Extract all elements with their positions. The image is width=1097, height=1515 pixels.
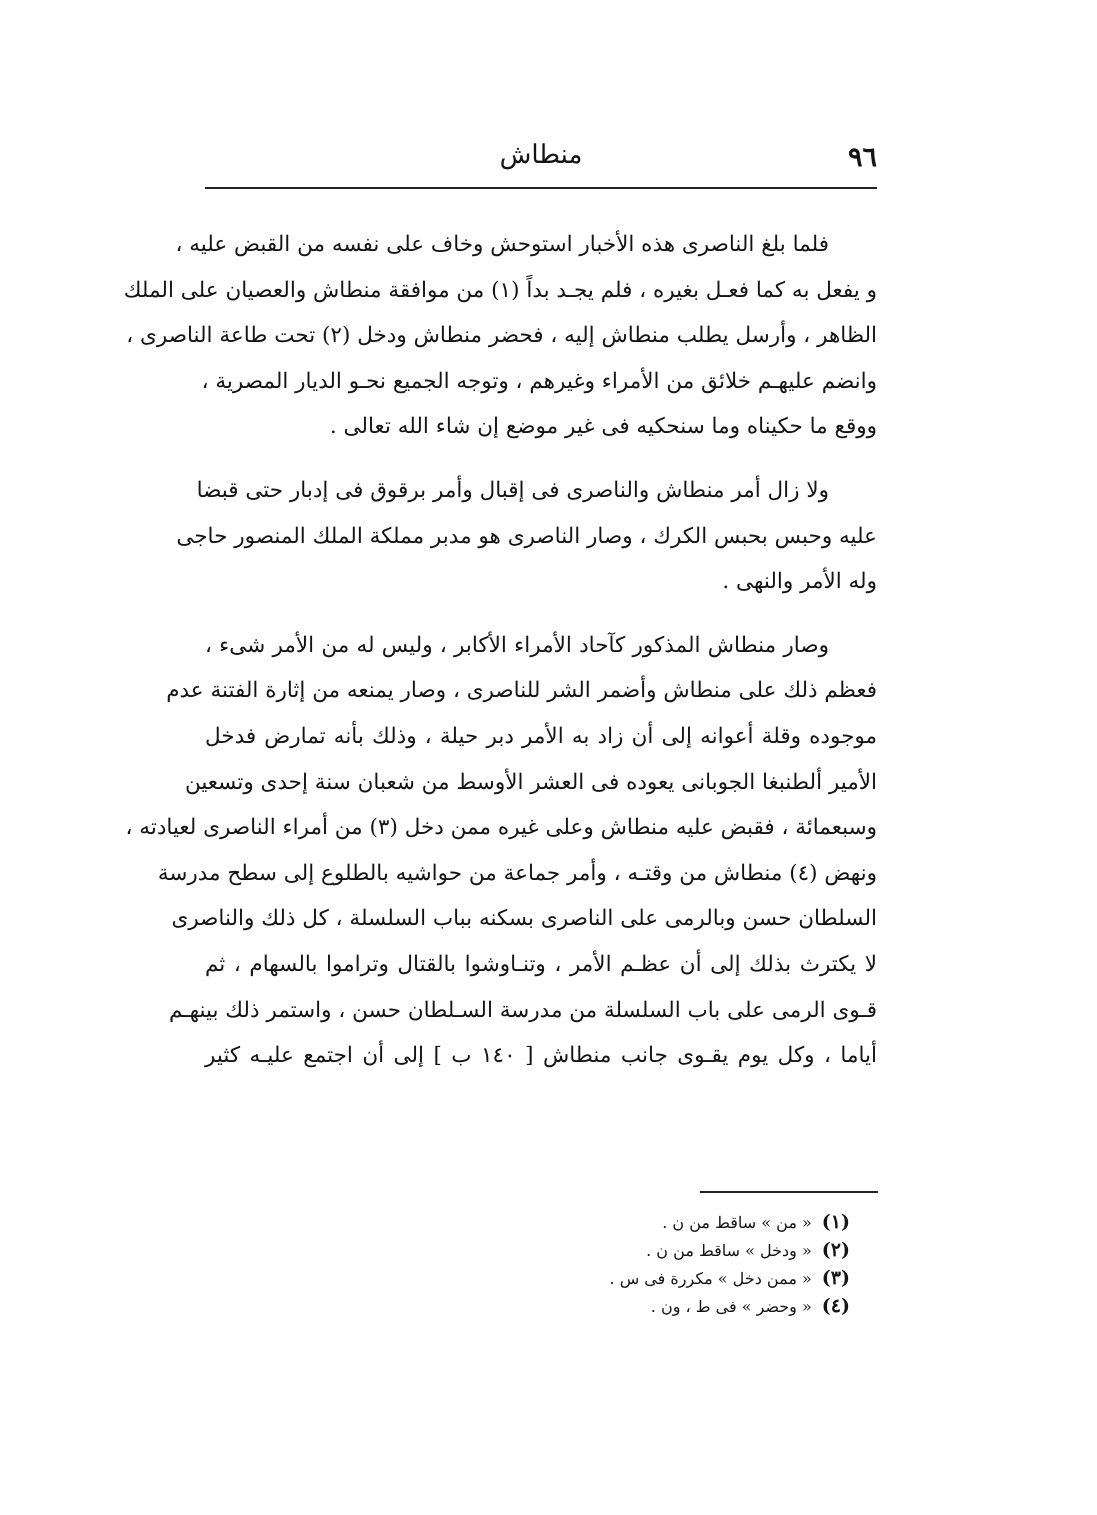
footnote-number: (٣) xyxy=(821,1267,850,1289)
footnote xyxy=(560,1292,850,1320)
text-line: وسبعمائة ، فقبض عليه منطاش وعلى غيره ممن دخل (٣) من أمراء الناصرى لعيادته ، xyxy=(125,815,877,841)
text-line: ولا زال أمر منطاش والناصرى فى إقبال وأمر برقوق فى إدبار حتى قبضا xyxy=(196,477,829,503)
header-rule xyxy=(205,187,877,189)
paragraph-3 xyxy=(125,623,877,1079)
footnote xyxy=(560,1236,850,1264)
text-line: وانضم عليهـم خلائق من الأمراء وغيرهم ، وتوجه الجميع نحـو الديار المصرية ، xyxy=(201,368,877,394)
text-line: عليه وحبس بحبس الكرك ، وصار الناصرى هو مدبر مملكة الملك المنصور حاجى xyxy=(176,523,877,549)
text-line: الأمير ألطنبغا الجوبانى يعوده فى العشر الأوسط من شعبان سنة إحدى وتسعين xyxy=(184,769,877,795)
main-text xyxy=(123,222,877,1097)
text-line: فعظم ذلك على منطاش وأضمر الشر للناصرى ، وصار يمنعه من إثارة الفتنة عدم xyxy=(166,678,877,704)
footnotes xyxy=(560,1208,850,1320)
paragraph-2 xyxy=(176,468,877,605)
footnote-rule xyxy=(700,1191,878,1193)
text-line: موجوده وقلة أعوانه إلى أن زاد به الأمر دبر حيلة ، وذلك بأنه تمارض فدخل xyxy=(205,723,877,749)
page-header xyxy=(205,138,877,182)
text-line: و يفعل به كما فعـل بغيره ، فلم يجـد بداً (١) من موافقة منطاش والعصيان على الملك xyxy=(123,277,877,303)
footnote-text: « من » ساقط من ن . xyxy=(662,1213,812,1232)
text-line: فلما بلغ الناصرى هذه الأخبار استوحش وخاف على نفسه من القبض عليه ، xyxy=(175,232,829,257)
text-line: الظاهر ، وأرسل يطلب منطاش إليه ، فحضر منطاش ودخل (٢) تحت طاعة الناصرى ، xyxy=(126,323,877,349)
text-line: أياما ، وكل يوم يقـوى جانب منطاش [ ١٤٠ ب ] إلى أن اجتمع عليـه كثير xyxy=(205,1043,877,1069)
footnote-number: (٤) xyxy=(821,1295,850,1317)
text-line: ونهض (٤) منطاش من وقتـه ، وأمر جماعة من حواشيه بالطلوع إلى سطح مدرسة xyxy=(157,860,877,886)
footnote-text: « ودخل » ساقط من ن . xyxy=(646,1241,812,1260)
running-title: منطاش xyxy=(499,140,583,170)
text-line: قـوى الرمى على باب السلسلة من مدرسة السـلطان حسن ، واستمر ذلك بينهـم xyxy=(169,997,877,1023)
footnote xyxy=(560,1208,850,1236)
footnote-number: (١) xyxy=(821,1211,850,1233)
text-line: وصار منطاش المذكور كآحاد الأمراء الأكابر ، وليس له من الأمر شىء ، xyxy=(205,632,829,658)
footnote-number: (٢) xyxy=(821,1239,850,1261)
text-line: ووقع ما حكيناه وما سنحكيه فى غير موضع إن شاء الله تعالى . xyxy=(329,414,877,440)
text-line: لا يكترث بذلك إلى أن عظـم الأمر ، وتنـاوشوا بالقتال وتراموا بالسهام ، ثم xyxy=(205,951,877,977)
page-number: ٩٦ xyxy=(847,142,877,173)
text-line: السلطان حسن وبالرمى على الناصرى بسكنه بباب السلسلة ، كل ذلك والناصرى xyxy=(171,906,877,932)
footnote-text: « ممن دخل » مكررة فى س . xyxy=(609,1269,812,1288)
paragraph-1 xyxy=(123,222,877,450)
footnote-text: « وحضر » فى ط ، ون . xyxy=(650,1297,812,1316)
text-line: وله الأمر والنهى . xyxy=(722,569,877,595)
footnote xyxy=(560,1264,850,1292)
